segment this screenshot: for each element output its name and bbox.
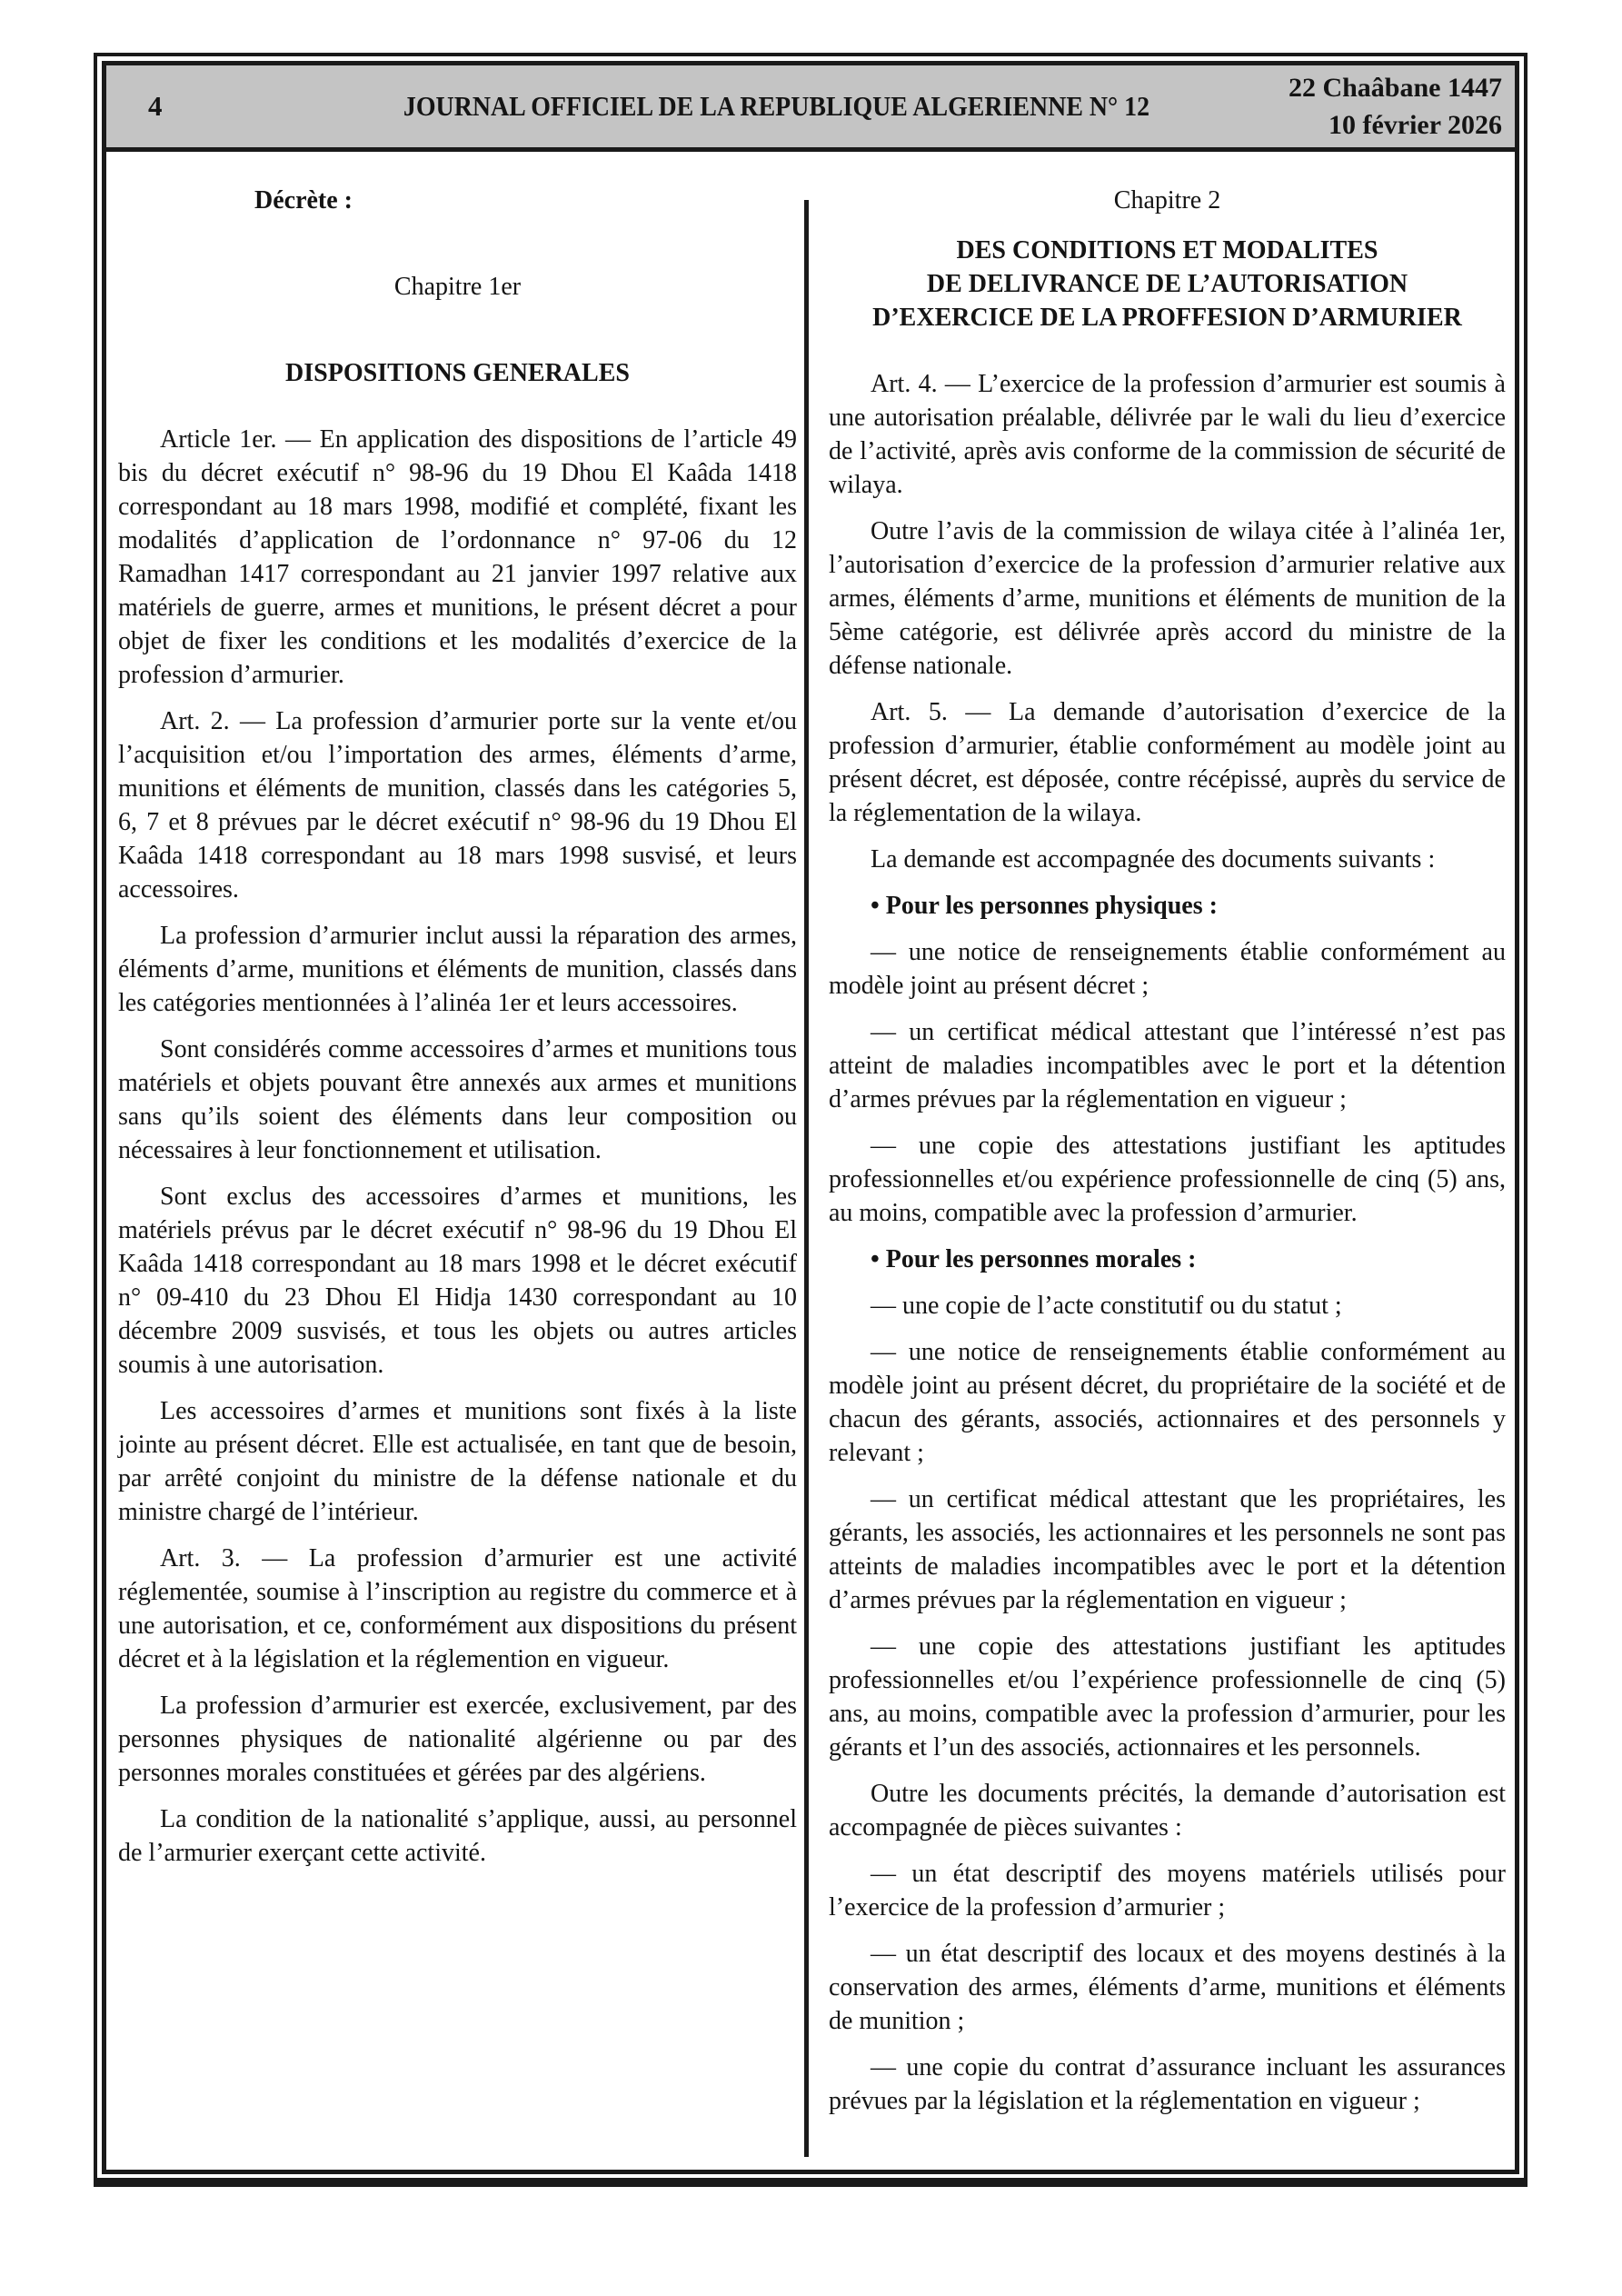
chapter-2-title	[829, 234, 1506, 334]
dash-item: — une copie du contrat d’assurance incluant les assurances prévues par la législation et la réglementation en vigueur ;	[829, 2053, 1506, 2115]
journal-title: JOURNAL OFFICIEL DE LA REPUBLIQUE ALGERIENNE N° 12	[403, 90, 1150, 122]
dash-item: — un état descriptif des moyens matériels utilisés pour l’exercice de la profession d’armurier ;	[829, 1860, 1506, 1922]
dash-item: — un certificat médical attestant que l’intéressé n’est pas atteint de maladies incompatibles avec le port et la détention d’armes prévues par la réglementation en vigueur ;	[829, 1018, 1506, 1113]
paragraph: Les accessoires d’armes et munitions sont fixés à la liste jointe au présent décret. Elle est actualisée, en tant que de besoin, par arrêté conjoint du ministre de la défense nationale et du ministre chargé de l’intérieur.	[118, 1397, 797, 1526]
paragraph: Article 1er. — En application des dispositions de l’article 49 bis du décret exécutif n° 98-96 du 19 Dhou El Kaâda 1418 correspondant au 18 mars 1998, modifié et complété, fixant les modalités d’application de l’ordonnance n° 97-06 du 12 Ramadhan 1417 correspondant au 21 janvier 1997 relative aux matériels de guerre, armes et munitions, le présent décret a pour objet de fixer les conditions et les modalités d’exercice de la profession d’armurier.	[118, 425, 797, 689]
left-column	[118, 156, 797, 1870]
dash-item: — une notice de renseignements établie conformément au modèle joint au présent décret, du propriétaire de la société et de chacun des gérants, associés, actionnaires et des personnels y relevant ;	[829, 1338, 1506, 1467]
dash-item: — un certificat médical attestant que les propriétaires, les gérants, les associés, les actionnaires et les personnels ne sont pas atteints de maladies incompatibles avec le port et la détention d’armes prévues par la réglementation en vigueur ;	[829, 1485, 1506, 1614]
paragraph: Art. 2. — La profession d’armurier porte sur la vente et/ou l’acquisition et/ou l’importation des armes, éléments d’arme, munitions et éléments de munition, classés dans les catégories 5, 6, 7 et 8 prévues par le décret exécutif n° 98-96 du 19 Dhou El Kaâda 1418 correspondant au 18 mars 1998 susvisé, et leurs accessoires.	[118, 707, 797, 903]
dash-item: — une notice de renseignements établie conformément au modèle joint au présent décret ;	[829, 938, 1506, 1000]
page-frame	[94, 53, 1527, 2187]
dash-item: — une copie de l’acte constitutif ou du statut ;	[871, 1292, 1342, 1320]
date-hijri: 22 Chaâbane 1447	[1288, 73, 1502, 103]
paragraph: Sont considérés comme accessoires d’armes et munitions tous matériels et objets pouvant être annexés aux armes et munitions sans qu’ils soient des éléments dans leur composition ou nécessaires à leur fonctionnement et utilisation.	[118, 1035, 797, 1164]
decree-label: Décrète :	[254, 186, 353, 215]
paragraph: Art. 3. — La profession d’armurier est une activité réglementée, soumise à l’inscription au registre du commerce et à une autorisation, et ce, conformément aux dispositions du présent décret et à la législation et la réglemention en vigueur.	[118, 1544, 797, 1673]
journal-header-bar	[106, 65, 1515, 152]
paragraph: Outre les documents précités, la demande d’autorisation est accompagnée de pièces suivantes :	[829, 1780, 1506, 1842]
page-content	[106, 156, 1515, 2170]
page-frame-inner	[102, 61, 1519, 2174]
bullet-heading: • Pour les personnes physiques :	[871, 892, 1218, 920]
paragraph: Art. 5. — La demande d’autorisation d’exercice de la profession d’armurier, établie conformément au modèle joint au présent décret, est déposée, contre récépissé, auprès du service de la réglementation de la wilaya.	[829, 698, 1506, 827]
page-number: 4	[148, 90, 163, 122]
chapter-2-title-line: D’EXERCICE DE LA PROFFESION D’ARMURIER	[872, 304, 1462, 332]
right-column	[829, 156, 1506, 2118]
paragraph: La profession d’armurier est exercée, exclusivement, par des personnes physiques de nationalité algérienne ou par des personnes morales constituées et gérées par des algériens.	[118, 1692, 797, 1787]
paragraph: Art. 4. — L’exercice de la profession d’armurier est soumis à une autorisation préalable, délivrée par le wali du lieu d’exercice de l’activité, après avis conforme de la commission de sécurité de wilaya.	[829, 370, 1506, 499]
dash-item: — une copie des attestations justifiant les aptitudes professionnelles et/ou expérience professionnelle de cinq (5) ans, au moins, compatible avec la profession d’armurier.	[829, 1132, 1506, 1227]
paragraph: La condition de la nationalité s’applique, aussi, au personnel de l’armurier exerçant cette activité.	[118, 1805, 797, 1867]
paragraph: Outre l’avis de la commission de wilaya citée à l’alinéa 1er, l’autorisation d’exercice de la profession d’armurier relative aux armes, éléments d’arme, munitions et éléments de munition de la 5ème catégorie, est délivrée après accord du ministre de la défense nationale.	[829, 517, 1506, 680]
chapter-2-title-line: DE DELIVRANCE DE L’AUTORISATION	[926, 270, 1408, 298]
chapter-1-title: DISPOSITIONS GENERALES	[285, 359, 630, 387]
date-gregorian: 10 février 2026	[1328, 110, 1502, 140]
column-divider	[804, 200, 809, 2157]
dash-item: — une copie des attestations justifiant les aptitudes professionnelles et/ou l’expérience professionnelle de cinq (5) ans, au moins, compatible avec la profession d’armurier, pour les gérants et l’un des associés, actionnaires et les personnels.	[829, 1632, 1506, 1762]
dash-item: — un état descriptif des locaux et des moyens destinés à la conservation des armes, éléments d’arme, munitions et éléments de munition ;	[829, 1940, 1506, 2035]
bullet-heading: • Pour les personnes morales :	[871, 1245, 1197, 1273]
issue-dates	[1256, 69, 1515, 144]
chapter-2-title-line: DES CONDITIONS ET MODALITES	[956, 236, 1378, 265]
paragraph: Sont exclus des accessoires d’armes et munitions, les matériels prévus par le décret exécutif n° 98-96 du 19 Dhou El Kaâda 1418 correspondant au 18 mars 1998 et le décret exécutif n° 09-410 du 23 Dhou El Hidja 1430 correspondant au 10 décembre 2009 susvisés, et tous les objets ou autres articles soumis à une autorisation.	[118, 1183, 797, 1379]
paragraph: La demande est accompagnée des documents suivants :	[871, 845, 1436, 873]
chapter-2-label: Chapitre 2	[1113, 186, 1221, 215]
chapter-1-label: Chapitre 1er	[393, 273, 522, 301]
paragraph: La profession d’armurier inclut aussi la réparation des armes, éléments d’arme, munitions et éléments de munition, classés dans les catégories mentionnées à l’alinéa 1er et leurs accessoires.	[118, 922, 797, 1017]
